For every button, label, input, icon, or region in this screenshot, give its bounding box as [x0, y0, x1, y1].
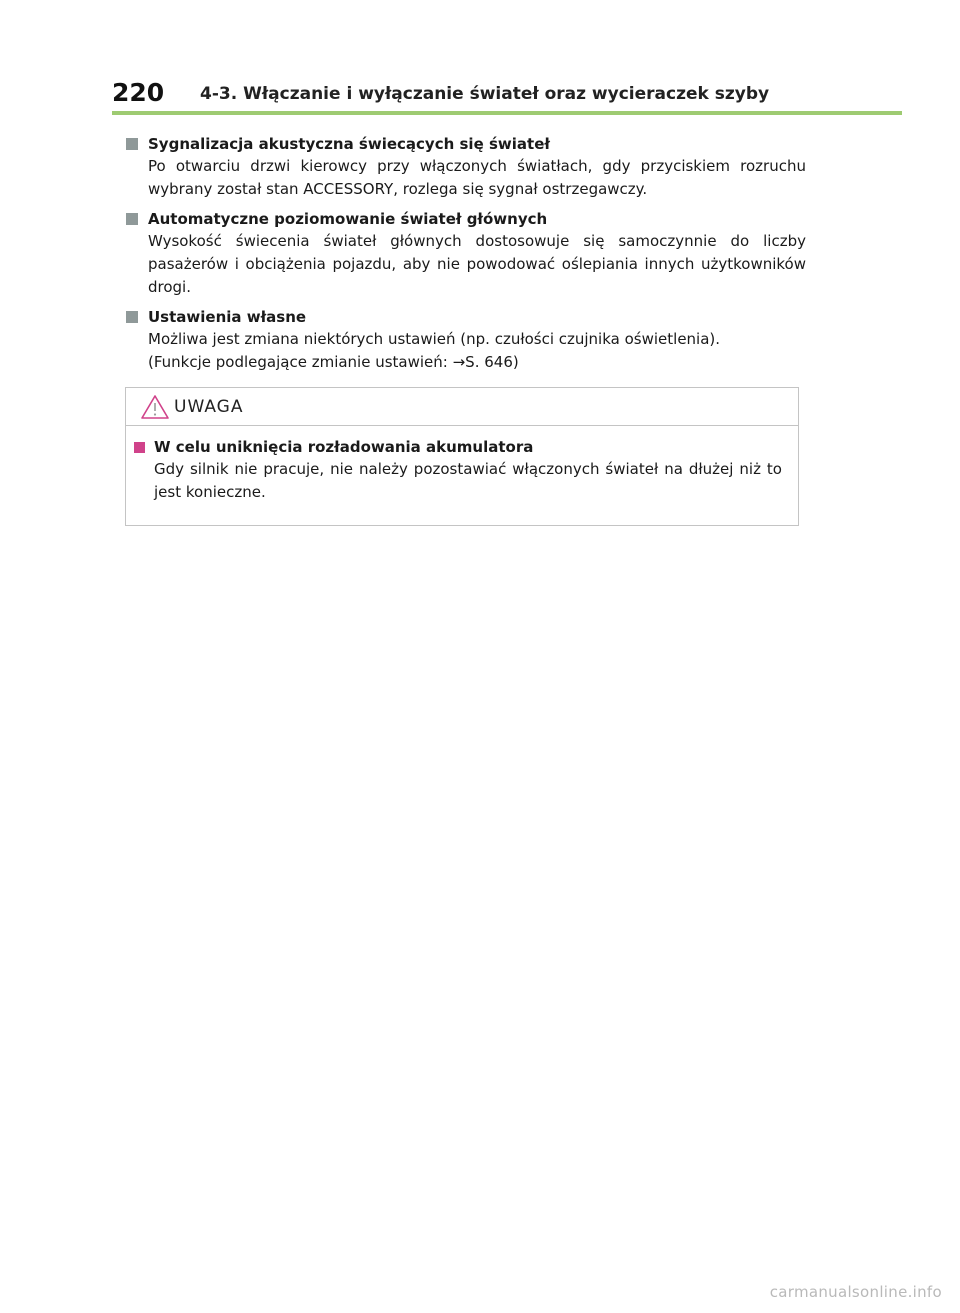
- paragraph: Po otwarciu drzwi kierowcy przy włączonych światłach, gdy przyciskiem rozruchu wybrany został stan ACCESSORY, rozlega się sygnał ostrzegawczy.: [148, 157, 806, 198]
- warning-triangle-icon: [140, 394, 170, 420]
- section-acoustic-signal: [126, 133, 806, 201]
- warning-body: [134, 458, 788, 504]
- square-bullet-icon: [126, 138, 138, 150]
- pink-square-bullet-icon: [134, 442, 145, 453]
- section-custom-settings: [126, 306, 806, 374]
- header-rule: [112, 111, 902, 115]
- main-content: [126, 133, 806, 381]
- warning-content: [126, 426, 798, 504]
- section-body: [126, 328, 806, 374]
- section-heading: [126, 133, 806, 155]
- section-heading-text: Automatyczne poziomowanie świateł głównych: [148, 210, 548, 228]
- chapter-title: 4-3. Włączanie i wyłączanie świateł oraz wycieraczek szyby: [200, 84, 770, 104]
- warning-header: [126, 388, 798, 426]
- section-headlight-leveling: [126, 208, 806, 299]
- paragraph: Możliwa jest zmiana niektórych ustawień (np. czułości czujnika oświetlenia).: [148, 330, 721, 348]
- section-heading-text: Sygnalizacja akustyczna świecących się świateł: [148, 135, 550, 153]
- page-header: [112, 78, 902, 114]
- page-number: 220: [112, 78, 165, 107]
- warning-title: UWAGA: [174, 396, 244, 417]
- section-heading-text: Ustawienia własne: [148, 308, 307, 326]
- page-reference[interactable]: (Funkcje podlegające zmianie ustawień: →S. 646): [148, 353, 519, 371]
- section-body: [126, 155, 806, 201]
- watermark: carmanualsonline.info: [769, 1283, 942, 1301]
- warning-heading-text: W celu uniknięcia rozładowania akumulatora: [154, 438, 534, 456]
- section-heading: [126, 306, 806, 328]
- paragraph: Wysokość świecenia świateł głównych dostosowuje się samoczynnie do liczby pasażerów i obciążenia pojazdu, aby nie powodować oślepiania innych użytkowników drogi.: [148, 232, 806, 296]
- paragraph: Gdy silnik nie pracuje, nie należy pozostawiać włączonych świateł na dłużej niż to jest konieczne.: [154, 460, 782, 501]
- square-bullet-icon: [126, 213, 138, 225]
- section-body: [126, 230, 806, 299]
- warning-box: [125, 387, 799, 526]
- section-heading: [126, 208, 806, 230]
- square-bullet-icon: [126, 311, 138, 323]
- warning-heading: [134, 436, 788, 458]
